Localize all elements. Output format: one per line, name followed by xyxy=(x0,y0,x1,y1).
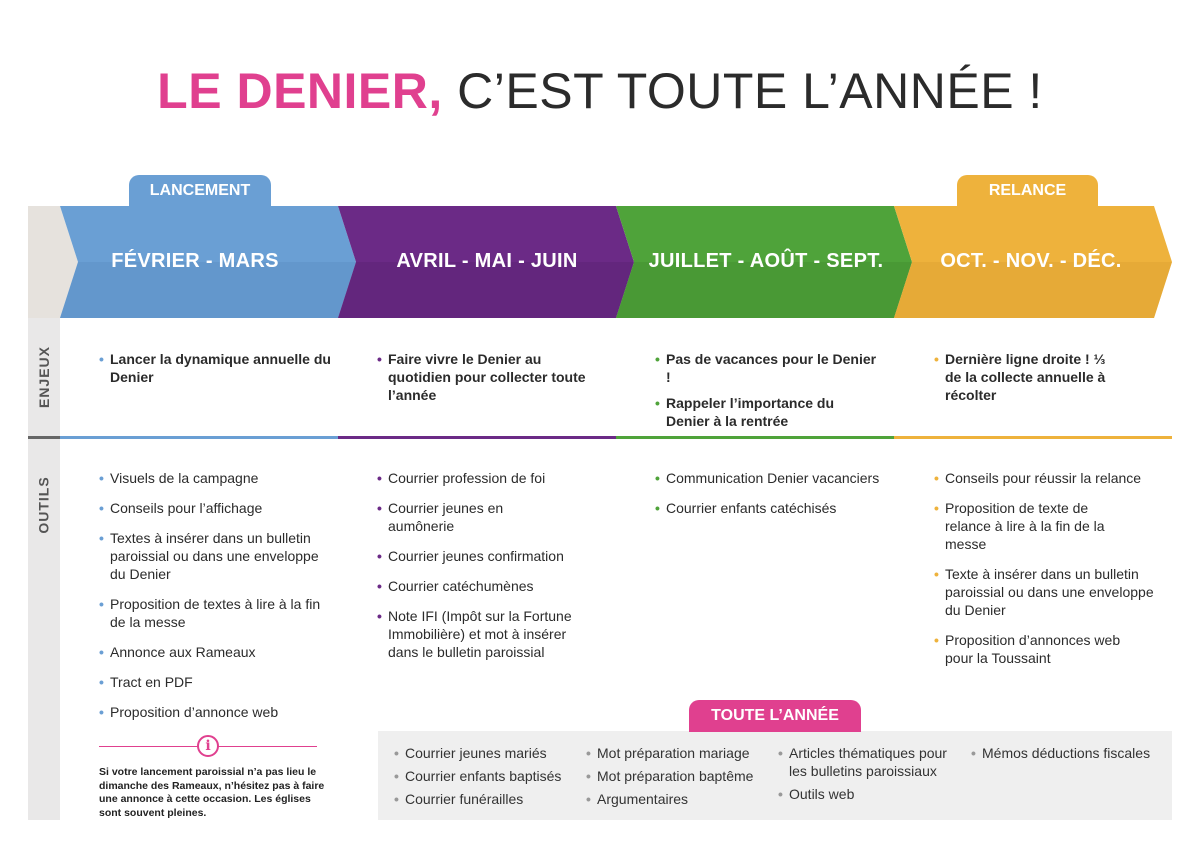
enjeux-col-1 xyxy=(99,350,339,394)
list-item: • Conseils pour l’affichage xyxy=(99,500,263,516)
list-item: • Mot préparation baptême xyxy=(586,768,754,784)
list-item: • Courrier jeunes confirmation xyxy=(377,548,564,564)
toute-annee-col-4 xyxy=(971,744,1161,767)
enjeux-row-label xyxy=(28,318,60,436)
enjeux-col-4 xyxy=(934,350,1114,412)
list-item: • Mémos déductions fiscales xyxy=(971,745,1151,761)
outils-col-1 xyxy=(99,469,324,733)
title-rest: C’EST TOUTE L’ANNÉE ! xyxy=(442,63,1043,119)
list-item: • Lancer la dynamique annuelle du Denier xyxy=(99,351,331,385)
list-item: • Tract en PDF xyxy=(99,674,193,690)
list-item: • Proposition de textes à lire à la fin de la messe xyxy=(99,596,321,630)
title-highlight: LE DENIER, xyxy=(157,63,443,119)
list-item: • Pas de vacances pour le Denier ! xyxy=(655,351,877,385)
list-item: • Articles thématiques pour les bulletins paroissiaux xyxy=(778,745,947,779)
list-item: • Courrier catéchumènes xyxy=(377,578,534,594)
list-item: • Courrier funérailles xyxy=(394,791,524,807)
list-item: • Outils web xyxy=(778,786,855,802)
outils-label-text: OUTILS xyxy=(36,476,52,534)
list-item: • Courrier enfants catéchisés xyxy=(655,500,837,516)
relance-tag: RELANCE xyxy=(957,175,1098,207)
separator-purple xyxy=(338,436,616,439)
list-item: • Communication Denier vacanciers xyxy=(655,470,880,486)
period-banner xyxy=(0,0,1200,330)
info-icon: i xyxy=(197,735,219,757)
list-item: • Proposition d’annonce web xyxy=(99,704,279,720)
enjeux-col-3 xyxy=(655,350,880,438)
separator-start xyxy=(28,436,60,439)
outils-col-4 xyxy=(934,469,1154,679)
list-item: • Dernière ligne droite ! ⅓ de la collecte annuelle à récolter xyxy=(934,351,1106,403)
outils-col-3 xyxy=(655,469,890,529)
note-text: Si votre lancement paroissial n’a pas lieu le dimanche des Rameaux, n’hésitez pas à faire une annonce à cette occasion. Les églises sont souvent pleines. xyxy=(99,766,325,819)
list-item: • Courrier jeunes mariés xyxy=(394,745,547,761)
period-label-4: OCT. - NOV. - DÉC. xyxy=(940,250,1122,272)
enjeux-label-text: ENJEUX xyxy=(36,345,52,409)
list-item: • Faire vivre le Denier au quotidien pour collecter toute l’année xyxy=(377,351,586,403)
list-item: • Courrier enfants baptisés xyxy=(394,768,562,784)
toute-annee-col-1 xyxy=(394,744,574,813)
list-item: • Texte à insérer dans un bulletin paroissial ou dans une enveloppe du Denier xyxy=(934,566,1154,618)
outils-row-label xyxy=(28,439,60,820)
period-label-2: AVRIL - MAI - JUIN xyxy=(396,250,578,272)
period-label-1: FÉVRIER - MARS xyxy=(111,250,279,272)
lancement-tag: LANCEMENT xyxy=(129,175,271,207)
list-item: • Proposition d’annonces web pour la Toussaint xyxy=(934,632,1121,666)
separator-blue xyxy=(60,436,338,439)
outils-col-2 xyxy=(377,469,587,673)
list-item: • Visuels de la campagne xyxy=(99,470,259,486)
list-item: • Proposition de texte de relance à lire à la fin de la messe xyxy=(934,500,1105,552)
list-item: • Conseils pour réussir la relance xyxy=(934,470,1142,486)
list-item: • Annonce aux Rameaux xyxy=(99,644,256,660)
list-item: • Textes à insérer dans un bulletin paroissial ou dans une enveloppe du Denier xyxy=(99,530,319,582)
toute-annee-col-2 xyxy=(586,744,766,813)
list-item: • Note IFI (Impôt sur la Fortune Immobilière) et mot à insérer dans le bulletin paroissial xyxy=(377,608,572,660)
period-label-3: JUILLET - AOÛT - SEPT. xyxy=(648,250,884,272)
list-item: • Courrier profession de foi xyxy=(377,470,546,486)
separator-orange xyxy=(894,436,1172,439)
toute-annee-col-3 xyxy=(778,744,953,808)
list-item: • Courrier jeunes en aumônerie xyxy=(377,500,504,534)
list-item: • Rappeler l’importance du Denier à la rentrée xyxy=(655,395,835,429)
toute-annee-tag: TOUTE L’ANNÉE xyxy=(689,700,861,732)
list-item: • Argumentaires xyxy=(586,791,689,807)
list-item: • Mot préparation mariage xyxy=(586,745,750,761)
enjeux-col-2 xyxy=(377,350,607,412)
